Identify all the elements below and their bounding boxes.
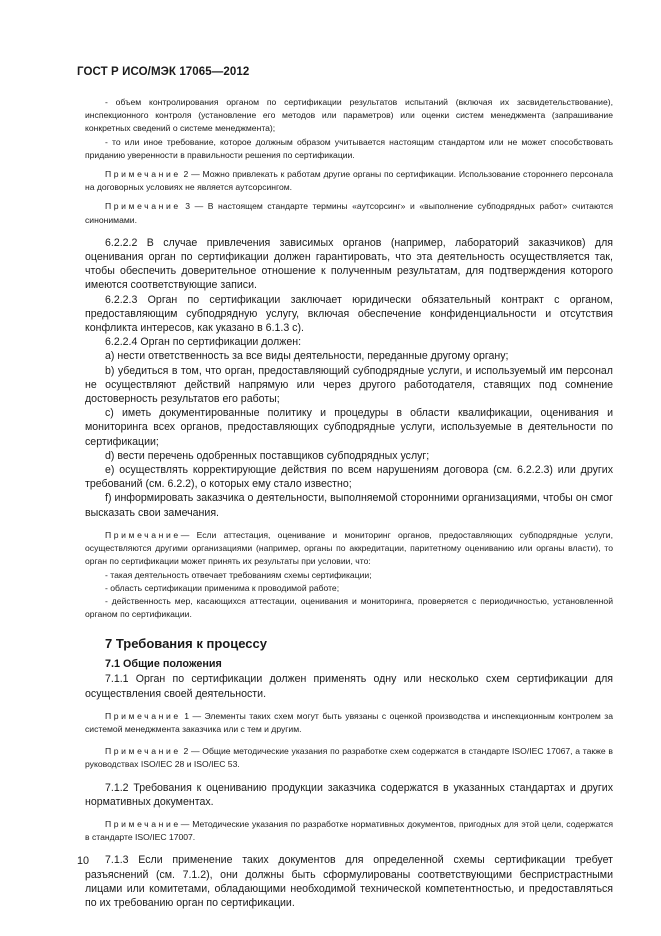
note-label: Примечание xyxy=(105,818,181,829)
list-item: - область сертификации применима к проводимой работе; xyxy=(105,582,340,593)
list-item: - такая деятельность отвечает требованиям схемы сертификации; xyxy=(105,569,372,580)
paragraph: e) осуществлять корректирующие действия по всем нарушениям договора (см. 6.2.2.3) или других требований (см. 6.2.2), о которых ему стало известно; xyxy=(85,464,613,491)
note xyxy=(85,710,613,736)
spacer xyxy=(85,809,613,818)
note-label: Примечание xyxy=(105,710,181,721)
list-item: - то или иное требование, которое должным образом учитывается настоящим стандартом или не может способствовать приданию уверенности в правильности решения по сертификации. xyxy=(85,136,613,160)
spacer xyxy=(85,844,613,853)
spacer xyxy=(85,227,613,236)
paragraph: 7.1.3 Если применение таких документов для определенной схемы сертификации требует разъяснений (см. 7.1.2), они должны быть сформулированы соответствующими беспристрастными лицами или комитетами, обладающими необходимой технической компетентностью, и предоставляться по их требованию орган по сертификации. xyxy=(85,854,613,909)
paragraph: b) убедиться в том, что орган, предоставляющий субподрядные услуги, и используемый им персонал не осуществляют действий напрямую или через другого работодателя, ставящих под сомнение достоверность результатов его работы; xyxy=(85,364,613,406)
paragraph: 6.2.2.3 Орган по сертификации заключает юридически обязательный контракт с органом, предоставляющим субподрядную услугу, включая обеспечение конфиденциальности и отсутствия конфликта интересов, как указано в 6.1.3 с). xyxy=(85,293,613,335)
note xyxy=(85,529,613,569)
page-number: 10 xyxy=(77,855,90,867)
note-label: Примечание xyxy=(105,169,181,180)
paragraph: 7.1.1 Орган по сертификации должен применять одну или несколько схем сертификации для осуществления своей деятельности. xyxy=(85,673,613,700)
note-label: Примечание xyxy=(105,746,181,757)
note-text: — Если аттестация, оценивание и мониторинг органов, предоставляющих субподрядные услуги, осуществляются другими организациями (например, органы по аккредитации, паритетному оцениванию или органы власти), то орган по сертификации может принять их результаты при условии, что: xyxy=(85,529,613,567)
paragraph: f) информировать заказчика о деятельности, выполняемой сторонними организациями, чтобы он смог высказать свои замечания. xyxy=(85,492,613,519)
paragraph: 7.1.2 Требования к оцениванию продукции заказчика содержатся в указанных стандартах и других нормативных документах. xyxy=(85,781,613,808)
note-text: 2 — Можно привлекать к работам другие органы по сертификации. Использование стороннего персонала на договорных условиях не является аутсорсингом. xyxy=(85,169,613,193)
spacer xyxy=(85,701,613,710)
paragraph: d) вести перечень одобренных поставщиков субподрядных услуг; xyxy=(105,449,430,462)
spacer xyxy=(85,736,613,745)
subsection-title: 7.1 Общие положения xyxy=(105,658,222,671)
note xyxy=(85,200,613,226)
standard-header: ГОСТ Р ИСО/МЭК 17065—2012 xyxy=(77,66,250,78)
note-label: Примечание xyxy=(105,529,181,540)
list-item: - объем контролирования органом по сертификации результатов испытаний (включая их засвидетельствование), инспекционного контроля (установление его методов или параметров) или оценки систем менеджмента (запрашивание конкретных сведений о системе менеджмента); xyxy=(85,97,613,134)
note xyxy=(85,168,613,194)
note xyxy=(85,745,613,771)
section-title: 7 Требования к процессу xyxy=(105,636,267,652)
spacer xyxy=(85,772,613,781)
paragraph: 6.2.2.4 Орган по сертификации должен: xyxy=(105,336,302,349)
spacer xyxy=(85,621,613,636)
paragraph: 6.2.2.2 В случае привлечения зависимых органов (например, лабораторий заказчиков) для оценивания орган по сертификации должен гарантировать, что эта деятельность осуществляется так, чтобы обеспечить доверительное отношение к полученным результатам, для подтверждения которого имеются соответствующие записи. xyxy=(85,236,613,292)
paragraph: c) иметь документированные политику и процедуры в области квалификации, оценивания и мониторинга всех органов, предоставляющих субподрядные услуги, используемые в деятельности по сертификации; xyxy=(85,407,613,448)
note-text: 3 — В настоящем стандарте термины «аутсорсинг» и «выполнение субподрядных работ» считаются синонимами. xyxy=(85,201,613,225)
note-label: Примечание xyxy=(105,201,181,212)
note-text: 1 — Элементы таких схем могут быть увязаны с оценкой производства и инспекционным контролем за системой менеджмента заказчика или с тем и другим. xyxy=(85,710,613,734)
spacer xyxy=(85,520,613,529)
list-item: - действенность мер, касающихся аттестации, оценивания и мониторинга, проверяется с периодичностью, установленной органом по сертификации. xyxy=(85,595,613,620)
document-body xyxy=(85,96,613,910)
note-text: — Методические указания по разработке нормативных документов, пригодных для этой цели, содержатся в стандарте ISO/IEC 17007. xyxy=(85,818,613,843)
note xyxy=(85,818,613,844)
note-text: 2 — Общие методические указания по разработке схем содержатся в стандарте ISO/IEC 17067, а также в руководствах ISO/IEC 28 и ISO/IEC 53. xyxy=(85,746,613,770)
paragraph: a) нести ответственность за все виды деятельности, переданные другому органу; xyxy=(105,350,509,363)
